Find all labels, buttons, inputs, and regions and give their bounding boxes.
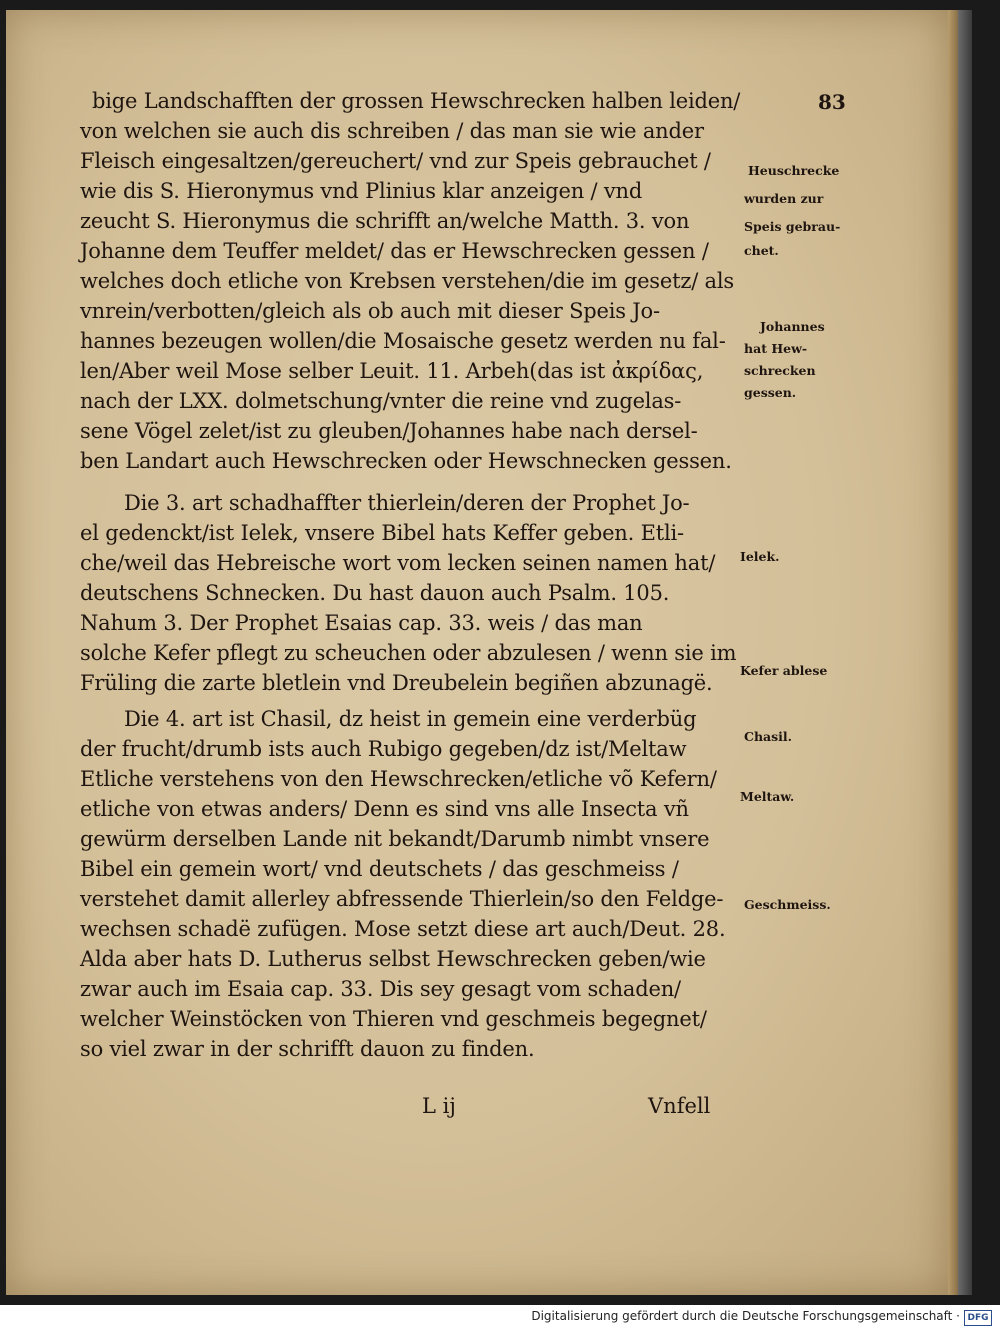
signature-mark: L ij	[422, 1094, 456, 1118]
page-number: 83	[818, 90, 846, 114]
margin-note: Geschmeiss.	[744, 897, 831, 912]
text-line: welches doch etliche von Krebsen verstehen/die im gesetz/ als	[80, 269, 734, 293]
text-line: sene Vögel zelet/ist zu gleuben/Johannes habe nach dersel-	[80, 419, 698, 443]
text-line: zeucht S. Hieronymus die schrifft an/welche Matth. 3. von	[80, 209, 690, 233]
margin-note: Johannes	[760, 319, 825, 334]
text-line: Etliche verstehens von den Hewschrecken/etliche võ Kefern/	[80, 767, 717, 791]
dfg-logo-icon: DFG	[964, 1310, 992, 1326]
text-line: hannes bezeugen wollen/die Mosaische gesetz werden nu fal-	[80, 329, 726, 353]
text-line: solche Kefer pflegt zu scheuchen oder abzulesen / wenn sie im	[80, 641, 737, 665]
margin-note: Chasil.	[744, 729, 793, 744]
margin-note: Heuschrecke	[748, 163, 840, 178]
text-line: vnrein/verbotten/gleich als ob auch mit dieser Speis Jo-	[80, 299, 660, 323]
footer-credit: Digitalisierung gefördert durch die Deutsche Forschungsgemeinschaft ·	[531, 1309, 960, 1323]
text-line: verstehet damit allerley abfressende Thierlein/so den Feldge-	[80, 887, 724, 911]
margin-note: Speis gebrau-	[744, 219, 841, 234]
text-line: che/weil das Hebreische wort vom lecken seinen namen hat/	[80, 551, 716, 575]
margin-note: wurden zur	[744, 191, 824, 206]
margin-note: Meltaw.	[740, 789, 795, 804]
text-line: wie dis S. Hieronymus vnd Plinius klar anzeigen / vnd	[80, 179, 643, 203]
text-line: Fleisch eingesaltzen/gereuchert/ vnd zur Speis gebrauchet /	[80, 149, 711, 173]
catchword: Vnfell	[648, 1094, 711, 1118]
text-line: Früling die zarte bletlein vnd Dreubelein begiñen abzunagë.	[80, 671, 713, 695]
text-line: deutschens Schnecken. Du hast dauon auch Psalm. 105.	[80, 581, 670, 605]
text-line: wechsen schadë zufügen. Mose setzt diese art auch/Deut. 28.	[80, 917, 726, 941]
text-line: Die 3. art schadhaffter thierlein/deren der Prophet Jo-	[124, 491, 690, 515]
margin-note: Ielek.	[740, 549, 780, 564]
margin-note: gessen.	[744, 385, 797, 400]
text-line: der frucht/drumb ists auch Rubigo gegeben/dz ist/Meltaw	[80, 737, 687, 761]
text-line: etliche von etwas anders/ Denn es sind vns alle Insecta vñ	[80, 797, 689, 821]
text-line: gewürm derselben Lande nit bekandt/Darumb nimbt vnsere	[80, 827, 710, 851]
text-line: bige Landschafften der grossen Hewschrecken halben leiden/	[92, 89, 741, 113]
text-line: Alda aber hats D. Lutherus selbst Hewschrecken geben/wie	[80, 947, 706, 971]
text-line: el gedenckt/ist Ielek, vnsere Bibel hats Keffer geben. Etli-	[80, 521, 684, 545]
text-line: Nahum 3. Der Prophet Esaias cap. 33. weis / das man	[80, 611, 643, 635]
text-line: von welchen sie auch dis schreiben / das man sie wie ander	[80, 119, 704, 143]
margin-note: chet.	[744, 243, 779, 258]
margin-note: hat Hew-	[744, 341, 808, 356]
text-line: nach der LXX. dolmetschung/vnter die reine vnd zugelas-	[80, 389, 682, 413]
text-line: Die 4. art ist Chasil, dz heist in gemein eine verderbüg	[124, 707, 697, 731]
margin-note: Kefer ablese	[740, 663, 828, 678]
footer-bar	[0, 1305, 1000, 1329]
text-line: ben Landart auch Hewschrecken oder Hewschnecken gessen.	[80, 449, 732, 473]
text-line: Johanne dem Teuffer meldet/ das er Hewschrecken gessen /	[80, 239, 709, 263]
text-line: len/Aber weil Mose selber Leuit. 11. Arbeh(das ist ἀκρίδας,	[80, 359, 704, 383]
margin-note: schrecken	[744, 363, 816, 378]
text-line: Bibel ein gemein wort/ vnd deutschets / das geschmeiss /	[80, 857, 679, 881]
text-line: so viel zwar in der schrifft dauon zu finden.	[80, 1037, 535, 1061]
text-line: zwar auch im Esaia cap. 33. Dis sey gesagt vom schaden/	[80, 977, 681, 1001]
text-line: welcher Weinstöcken von Thieren vnd geschmeis begegnet/	[80, 1007, 707, 1031]
